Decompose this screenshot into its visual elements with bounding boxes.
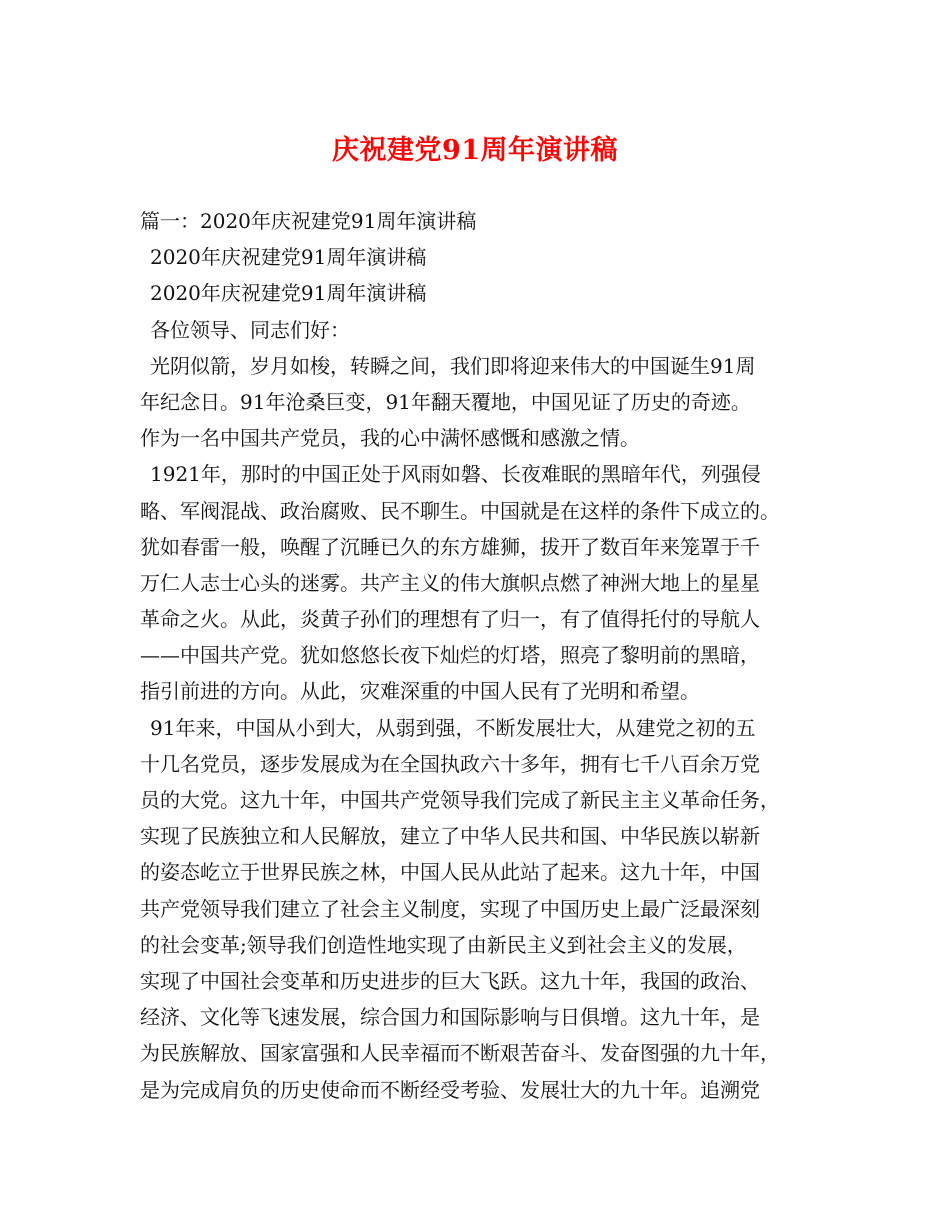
text-line: 犹如春雷一般，唤醒了沉睡已久的东方雄狮，拔开了数百年来笼罩于千: [140, 534, 760, 559]
text-line: 光阴似箭，岁月如梭，转瞬之间，我们即将迎来伟大的中国诞生91周: [150, 353, 756, 378]
text-line: 年纪念日。91年沧桑巨变，91年翻天覆地，中国见证了历史的奇迹。: [140, 389, 751, 414]
text-line: 的姿态屹立于世界民族之林，中国人民从此站了起来。这九十年，中国: [140, 860, 760, 885]
text-line: 2020年庆祝建党91周年演讲稿: [150, 281, 427, 306]
text-line: 91年来，中国从小到大，从弱到强，不断发展壮大，从建党之初的五: [150, 715, 756, 740]
text-line: 略、军阀混战、政治腐败、民不聊生。中国就是在这样的条件下成立的。: [140, 498, 780, 523]
text-line: ——中国共产党。犹如悠悠长夜下灿烂的灯塔，照亮了黎明前的黑暗，: [140, 643, 760, 668]
text-line: 万仁人志士心头的迷雾。共产主义的伟大旗帜点燃了神洲大地上的星星: [140, 570, 760, 595]
text-line: 十几名党员，逐步发展成为在全国执政六十多年，拥有七千八百余万党: [140, 751, 760, 776]
text-line: 经济、文化等飞速发展，综合国力和国际影响与日俱增。这九十年，是: [140, 1005, 760, 1030]
text-line: 的社会变革;领导我们创造性地实现了由新民主义到社会主义的发展，: [140, 932, 747, 957]
text-line: 1921年，那时的中国正处于风雨如磐、长夜难眠的黑暗年代，列强侵: [150, 462, 761, 487]
text-line: 篇一：2020年庆祝建党91周年演讲稿: [140, 209, 477, 233]
text-line: 是为完成肩负的历史使命而不断经受考验、发展壮大的九十年。追溯党: [140, 1077, 760, 1102]
document-title: 庆祝建党91周年演讲稿: [331, 135, 619, 166]
text-line: 革命之火。从此，炎黄子孙们的理想有了归一，有了值得托付的导航人: [140, 607, 760, 632]
text-line: 指引前进的方向。从此，灾难深重的中国人民有了光明和希望。: [140, 679, 700, 704]
document-body: [140, 203, 820, 1108]
text-line: 2020年庆祝建党91周年演讲稿: [150, 245, 427, 270]
text-line: 为民族解放、国家富强和人民幸福而不断艰苦奋斗、发奋图强的九十年，: [140, 1041, 780, 1066]
text-line: 各位领导、同志们好：: [150, 317, 350, 342]
text-line: 实现了民族独立和人民解放，建立了中华人民共和国、中华民族以崭新: [140, 824, 760, 849]
text-line: 员的大党。这九十年，中国共产党领导我们完成了新民主主义革命任务，: [140, 788, 780, 812]
text-line: 共产党领导我们建立了社会主义制度，实现了中国历史上最广泛最深刻: [140, 896, 760, 921]
text-line: 实现了中国社会变革和历史进步的巨大飞跃。这九十年，我国的政治、: [140, 968, 760, 993]
text-line: 作为一名中国共产党员，我的心中满怀感慨和感激之情。: [140, 426, 640, 451]
